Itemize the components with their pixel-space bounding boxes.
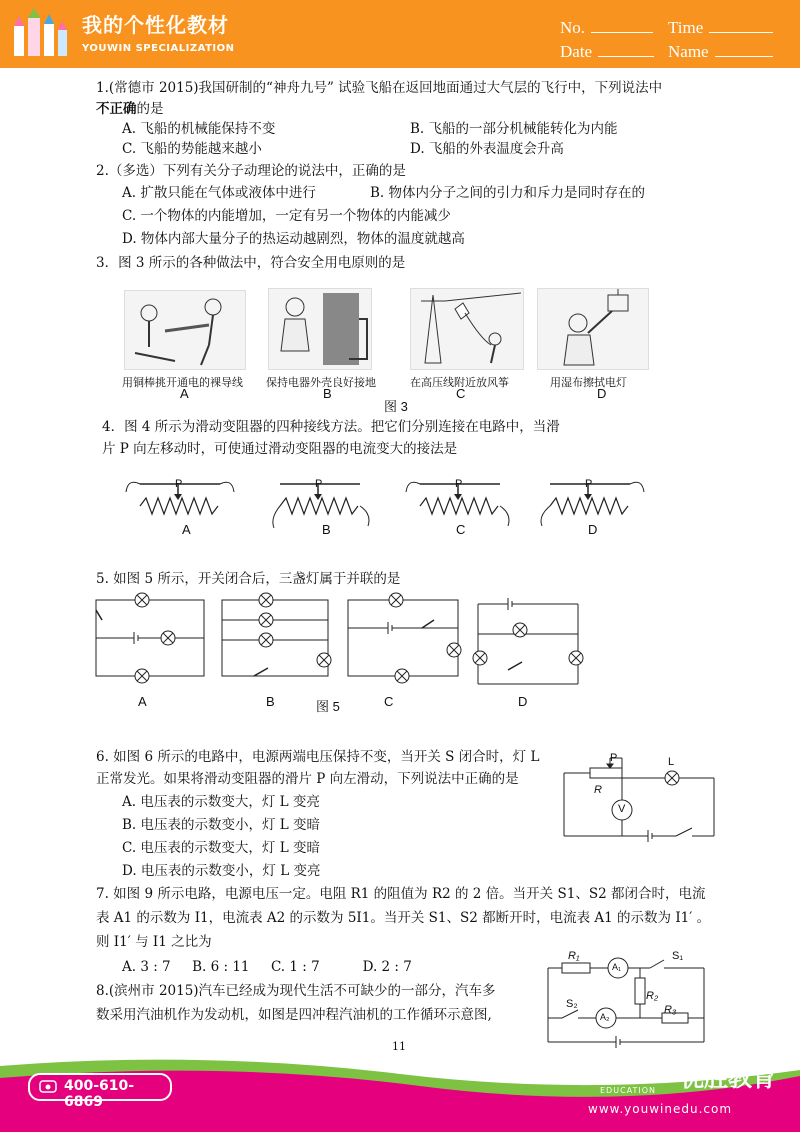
date-field[interactable] <box>560 42 654 62</box>
q3-caption-b: 保持电器外壳良好接地 <box>266 376 376 389</box>
q7-options: A. 3 : 7 B. 6 : 11 C. 1 : 7 D. 2 : 7 <box>122 959 412 975</box>
q7-r1-label: R₁ <box>568 950 580 962</box>
q7-stem-3: 则 I1′ 与 I1 之比为 <box>96 934 212 950</box>
q2-option-d: D. 物体内部大量分子的热运动越剧烈，物体的温度就越高 <box>122 231 465 247</box>
q3-scene-a <box>124 290 246 370</box>
q3-label-c: C <box>456 386 466 401</box>
q6-l-label: L <box>668 756 675 768</box>
q3-scene-b <box>268 288 372 370</box>
q3-figure-label: 图 3 <box>384 399 408 414</box>
q4-rheostat-d <box>541 482 644 526</box>
q4-stem-2: 片 P 向左移动时，可使通过滑动变阻器的电流变大的接法是 <box>102 441 458 457</box>
q8-stem-1: 8.(滨州市 2015)汽车已经成为现代生活不可缺少的一部分，汽车多 <box>96 983 496 999</box>
q5-circuit-a <box>96 600 204 676</box>
q5-stem: 5. 如图 5 所示，开关闭合后，三盏灯属于并联的是 <box>96 571 401 587</box>
q5-circuit-c <box>348 600 458 676</box>
header-subtitle: YOUWIN SPECIALIZATION <box>82 43 235 54</box>
page-number: 11 <box>392 1040 406 1053</box>
q6-v-label: V <box>618 803 626 815</box>
person-wire-icon <box>125 291 245 369</box>
q7-s1-label: S₁ <box>672 950 684 962</box>
q2-option-c: C. 一个物体的内能增加，一定有另一个物体的内能减少 <box>122 208 451 224</box>
q6-r-label: R <box>594 784 602 796</box>
q1-option-a: A. 飞船的机械能保持不变 <box>122 121 276 137</box>
brand-chinese-name: 优胜教育 <box>680 1064 776 1092</box>
q5-figure-label: 图 5 <box>316 699 340 714</box>
header-title: 我的个性化教材 <box>82 13 229 37</box>
name-label: Name <box>668 42 709 61</box>
brand-name: YOUWIN <box>553 1058 675 1088</box>
q1-emphasis: 不正确 <box>96 101 137 117</box>
q5-label-d: D <box>518 694 528 709</box>
girl-appliance-icon <box>269 289 371 369</box>
q6-option-c: C. 电压表的示数变大，灯 L 变暗 <box>122 840 320 856</box>
q4-label-c: C <box>456 522 466 537</box>
q7-s2-label: S₂ <box>566 998 578 1010</box>
phone-number: 400-610-6869 <box>64 1078 135 1110</box>
q6-option-a: A. 电压表的示数变大，灯 L 变亮 <box>122 794 320 810</box>
q1-stem-tail: 的是 <box>136 101 164 117</box>
time-field[interactable] <box>668 18 773 38</box>
q1-stem-end <box>96 100 164 118</box>
q5-label-b: B <box>266 694 275 709</box>
q3-caption-d: 用湿布擦拭电灯 <box>550 376 627 389</box>
q1-option-c: C. 飞船的势能越来越小 <box>122 141 262 157</box>
q7-stem-2: 表 A1 的示数为 I1，电流表 A2 的示数为 5I1。当开关 S1、S2 都断开时，电流表 A1 的示数为 I1′ 。 <box>96 910 711 926</box>
q6-option-d: D. 电压表的示数变小，灯 L 变亮 <box>122 863 321 879</box>
q4-label-a: A <box>182 522 191 537</box>
kite-tower-icon <box>411 289 523 369</box>
q6-p-label: P <box>610 752 618 764</box>
wet-cloth-lamp-icon <box>538 289 648 369</box>
q3-label-a: A <box>180 386 189 401</box>
name-field[interactable] <box>668 42 773 62</box>
q3-scene-c <box>410 288 524 370</box>
q1-option-b: B. 飞船的一部分机械能转化为内能 <box>410 121 618 137</box>
q4-p-label-b: P <box>315 478 323 490</box>
date-label: Date <box>560 42 593 61</box>
website-url[interactable]: www.youwinedu.com <box>588 1102 733 1116</box>
header-bar <box>0 0 800 68</box>
q3-stem: 3．图 3 所示的各种做法中，符合安全用电原则的是 <box>96 255 406 271</box>
q7-r3-label: R₃ <box>664 1004 677 1016</box>
q5-circuit-b <box>222 600 328 676</box>
q4-p-label-a: P <box>175 478 183 490</box>
q4-p-label-d: P <box>585 478 593 490</box>
q6-stem-1: 6. 如图 6 所示的电路中，电源两端电压保持不变，当开关 S 闭合时，灯 L <box>96 749 540 765</box>
q4-rheostat-b <box>273 484 369 528</box>
q2-stem: 2.（多选）下列有关分子动理论的说法中，正确的是 <box>96 163 406 179</box>
q4-rheostat-diagrams <box>120 468 660 542</box>
q5-circuit-diagrams <box>88 588 608 692</box>
q3-label-b: B <box>323 386 332 401</box>
phone-icon <box>38 1078 58 1094</box>
brand-subtitle: EDUCATION <box>600 1086 657 1095</box>
q6-option-b: B. 电压表的示数变小，灯 L 变暗 <box>122 817 321 833</box>
q1-stem: 1.(常德市 2015)我国研制的“神舟九号” 试验飞船在返回地面通过大气层的飞行中，下列说法中 <box>96 80 663 96</box>
no-field[interactable] <box>560 18 653 38</box>
q3-label-d: D <box>597 386 607 401</box>
q3-scene-d <box>537 288 649 370</box>
q4-label-b: B <box>322 522 331 537</box>
q5-label-c: C <box>384 694 394 709</box>
castle-logo-icon <box>10 8 72 60</box>
q2-option-a: A. 扩散只能在气体或液体中进行 <box>122 185 316 201</box>
no-label: No. <box>560 18 586 37</box>
q3-caption-a: 用铜棒挑开通电的裸导线 <box>122 376 243 389</box>
q1-option-d: D. 飞船的外表温度会升高 <box>410 141 564 157</box>
q7-a1-label: A₁ <box>612 962 622 972</box>
q4-label-d: D <box>588 522 598 537</box>
q7-r2-label: R₂ <box>646 990 659 1002</box>
q8-stem-2: 数采用汽油机作为发动机，如图是四冲程汽油机的工作循环示意图, <box>96 1007 492 1023</box>
q5-circuit-d <box>478 598 578 684</box>
q2-option-b: B. 物体内分子之间的引力和斥力是同时存在的 <box>370 185 646 201</box>
time-label: Time <box>668 18 704 37</box>
phone-badge <box>28 1073 172 1110</box>
q3-caption-c: 在高压线附近放风筝 <box>410 376 509 389</box>
q5-label-a: A <box>138 694 147 709</box>
q4-p-label-c: P <box>455 478 463 490</box>
q6-stem-2: 正常发光。如果将滑动变阻器的滑片 P 向左滑动，下列说法中正确的是 <box>96 771 519 787</box>
q7-stem-1: 7. 如图 9 所示电路，电源电压一定。电阻 R1 的阻值为 R2 的 2 倍。当开关 S1、S2 都闭合时，电流 <box>96 886 706 902</box>
q6-circuit-diagram <box>560 752 726 862</box>
q7-a2-label: A₂ <box>600 1012 610 1022</box>
q4-stem-1: 4．图 4 所示为滑动变阻器的四种接线方法。把它们分别连接在电路中，当滑 <box>102 419 560 435</box>
